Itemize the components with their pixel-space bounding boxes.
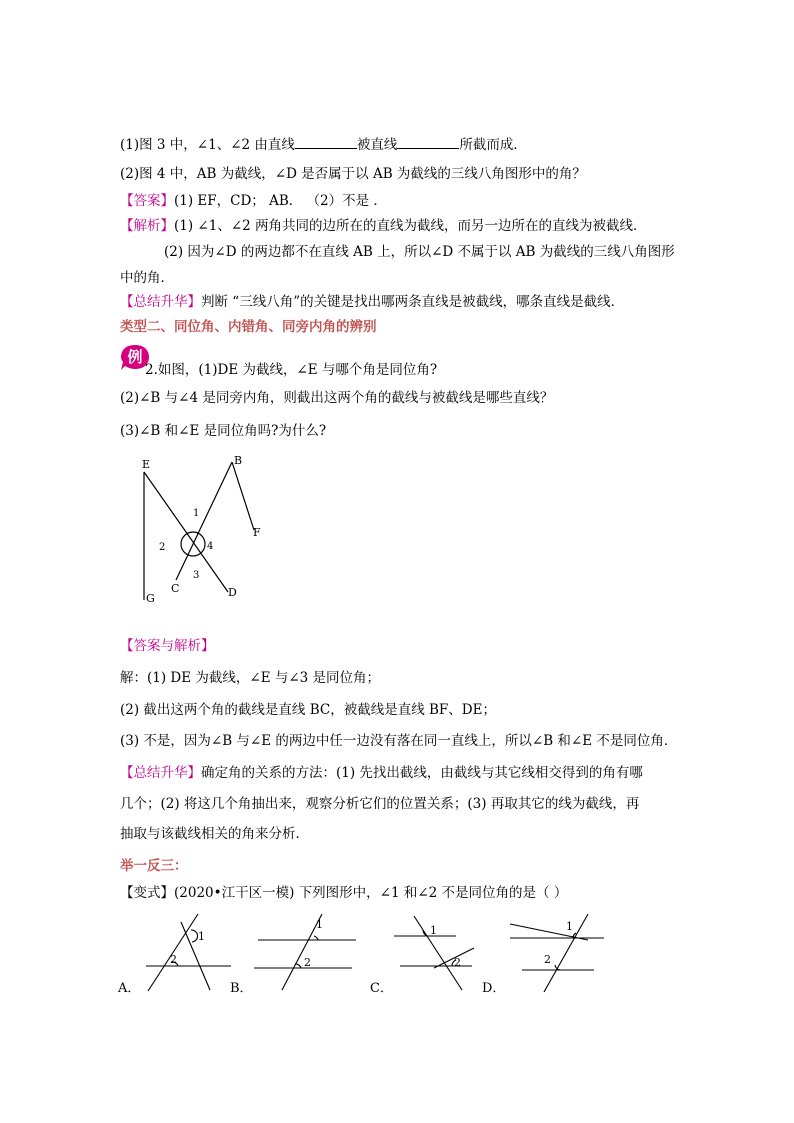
option-b-angle-2: 2 [304,956,311,969]
option-d-angle-1: 1 [566,920,573,933]
angle-label-4: 4 [207,541,214,552]
summary-2-line-2: 几个；(2) 将这几个角抽出来，观察分析它们的位置关系；(3) 再取其它的线为截线，再 [120,796,640,812]
example-question-1: 2.如图，(1)DE 为截线，∠E 与哪个角是同位角? [145,362,438,378]
option-a-figure [146,914,231,991]
label-D: D [228,586,237,599]
answer-tag: 【答案】 [120,193,174,209]
label-F: F [253,526,261,539]
example-question-3: (3)∠B 和∠E 是同位角吗?为什么? [120,423,327,439]
variant-text: (2020•江干区一模) 下列图形中，∠1 和∠2 不是同位角的是（ ） [174,885,568,901]
solution-line-3: (3) 不是，因为∠B 与∠E 的两边中任一边没有落在同一直线上，所以∠B 和∠E 不是同位角． [120,733,678,749]
summary-tag: 【总结升华】 [120,294,201,310]
summary-2-line-3: 抽取与该截线相关的角来分析． [120,826,309,842]
option-b-angle-1: 1 [316,918,323,931]
label-E: E [142,458,151,471]
summary-2 [120,763,643,783]
question-part1-b: 被直线 [356,137,398,153]
summary-2-tag: 【总结升华】 [120,765,201,781]
label-B: B [234,454,243,467]
analysis-1 [120,216,647,236]
answer-blank-1 [295,134,357,149]
answer-blank-2 [397,134,459,149]
example-question-2: (2)∠B 与∠4 是同旁内角，则截出这两个角的截线与被截线是哪些直线？ [120,390,554,406]
summary-1 [120,292,624,312]
option-b-label: B． [230,981,253,996]
angle-label-3: 3 [193,570,200,581]
badge-label: 例 [127,348,143,366]
option-c-angle-1: 1 [430,924,437,937]
section-2-title: 类型二、同位角、内错角、同旁内角的辨别 [120,319,377,335]
answer-1 [120,191,387,211]
question-part1 [120,134,527,155]
practice-title: 举一反三： [120,858,188,874]
label-G: G [146,592,155,605]
analysis-tag: 【解析】 [120,218,174,234]
options-figure [118,908,618,1000]
summary-text: 判断 “三线八角”的关键是找出哪两条直线是被截线，哪条直线是截线． [201,294,625,310]
question-part2: (2)图 4 中，AB 为截线，∠D 是否属于以 AB 为截线的三线八角图形中的角？ [120,166,586,182]
solution-line-1: 解：(1) DE 为截线，∠E 与∠3 是同位角； [120,670,381,686]
line-ED [144,472,228,592]
variant-tag: 【变式】 [120,885,174,901]
line-BF [232,462,254,530]
option-b-figure [254,914,356,990]
line-BC [176,462,232,580]
angle-label-2: 2 [159,542,166,553]
summary-2-line-1: 确定角的关系的方法：(1) 先找出截线，由截线与其它线相交得到的角有哪 [201,765,643,781]
option-d-figure [510,914,604,992]
answer-text: (1) EF，CD； AB． （2）不是 ． [174,193,387,209]
label-C: C [171,582,180,595]
solution-line-2: (2) 截出这两个角的截线是直线 BC，被截线是直线 BF、DE； [120,702,496,718]
answer-2-tag: 【答案与解析】 [120,638,215,654]
option-d-angle-2: 2 [544,953,551,966]
option-d-label: D． [482,981,506,996]
variant-question [120,883,567,903]
angle-label-1: 1 [193,508,200,519]
question-part1-a: (1)图 3 中，∠1、∠2 由直线 [120,137,295,153]
analysis-line-2: (2) 因为∠D 的两边都不在直线 AB 上，所以∠D 不属于以 AB 为截线的三线八角图形 [164,244,675,260]
option-a-angle-2: 2 [170,953,177,966]
example-figure [132,450,272,610]
analysis-line-1: (1) ∠1、∠2 两角共同的边所在的直线为截线，而另一边所在的直线为被截线． [174,218,647,234]
option-a-angle-1: 1 [198,930,205,943]
option-c-angle-2: 2 [454,956,461,969]
option-a-label: A． [118,981,141,996]
option-c-label: C． [370,981,393,996]
analysis-line-3: 中的角． [120,270,174,286]
question-part1-c: 所截而成． [459,137,527,153]
